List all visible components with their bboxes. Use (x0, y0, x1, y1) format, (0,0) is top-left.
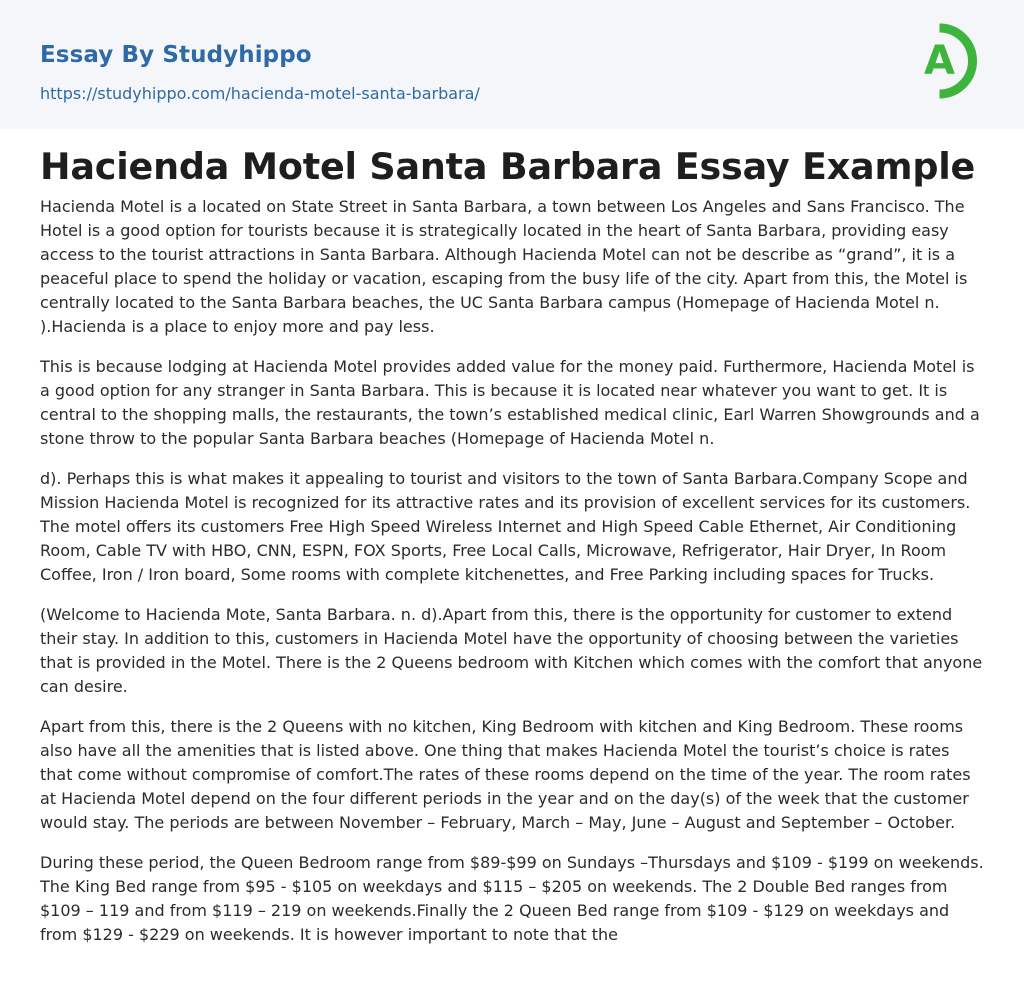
essay-paragraph: This is because lodging at Hacienda Motel provides added value for the money paid. Furthermore, Hacienda Motel is a good option for any stranger in Santa Barbara. This is because it is located near whatever you want to get. It is central to the shopping malls, the restaurants, the town’s established medical clinic, Earl Warren Showgrounds and a stone throw to the popular Santa Barbara beaches (Homepage of Hacienda Motel n. (40, 357, 980, 448)
essay-paragraph: During these period, the Queen Bedroom range from $89-$99 on Sundays –Thursdays and $109 - $199 on weekends. The King Bed range from $95 - $105 on weekdays and $115 – $205 on weekends. The 2 Double Bed ranges from $109 – 119 and from $119 – 219 on weekends.Finally the 2 Queen Bed range from $109 - $129 on weekdays and from $129 - $229 on weekends. It is however important to note that the (40, 853, 984, 944)
studyhippo-logo-icon[interactable] (912, 18, 988, 106)
site-brand[interactable]: Essay By Studyhippo (40, 42, 312, 68)
logo-letter: A (924, 38, 955, 84)
essay-paragraph: Hacienda Motel is a located on State Street in Santa Barbara, a town between Los Angeles and Sans Francisco. The Hotel is a good option for tourists because it is strategically located in the heart of Santa Barbara, providing easy access to the tourist attractions in Santa Barbara. Although Hacienda Motel can not be describe as “grand”, it is a peaceful place to spend the holiday or vacation, escaping from the busy life of the city. Apart from this, the Motel is centrally located to the Santa Barbara beaches, the UC Santa Barbara campus (Homepage of Hacienda Motel n. ).Hacienda is a place to enjoy more and pay less. (40, 197, 968, 336)
page-title: Hacienda Motel Santa Barbara Essay Example (40, 145, 976, 188)
site-header (0, 0, 1024, 129)
essay-body (40, 195, 986, 963)
page-url-link[interactable]: https://studyhippo.com/hacienda-motel-santa-barbara/ (40, 84, 480, 103)
essay-paragraph: d). Perhaps this is what makes it appealing to tourist and visitors to the town of Santa Barbara.Company Scope and Mission Hacienda Motel is recognized for its attractive rates and its provision of excellent services for its customers. The motel offers its customers Free High Speed Wireless Internet and High Speed Cable Ethernet, Air Conditioning Room, Cable TV with HBO, CNN, ESPN, FOX Sports, Free Local Calls, Microwave, Refrigerator, Hair Dryer, In Room Coffee, Iron / Iron board, Some rooms with complete kitchenettes, and Free Parking including spaces for Trucks. (40, 469, 971, 584)
essay-paragraph: Apart from this, there is the 2 Queens with no kitchen, King Bedroom with kitchen and King Bedroom. These rooms also have all the amenities that is listed above. One thing that makes Hacienda Motel the tourist’s choice is rates that come without compromise of comfort.The rates of these rooms depend on the time of the year. The room rates at Hacienda Motel depend on the four different periods in the year and on the day(s) of the week that the customer would stay. The periods are between November – February, March – May, June – August and September – October. (40, 717, 971, 832)
essay-paragraph: (Welcome to Hacienda Mote, Santa Barbara. n. d).Apart from this, there is the opportunity for customer to extend their stay. In addition to this, customers in Hacienda Motel have the opportunity of choosing between the varieties that is provided in the Motel. There is the 2 Queens bedroom with Kitchen which comes with the comfort that anyone can desire. (40, 605, 983, 696)
